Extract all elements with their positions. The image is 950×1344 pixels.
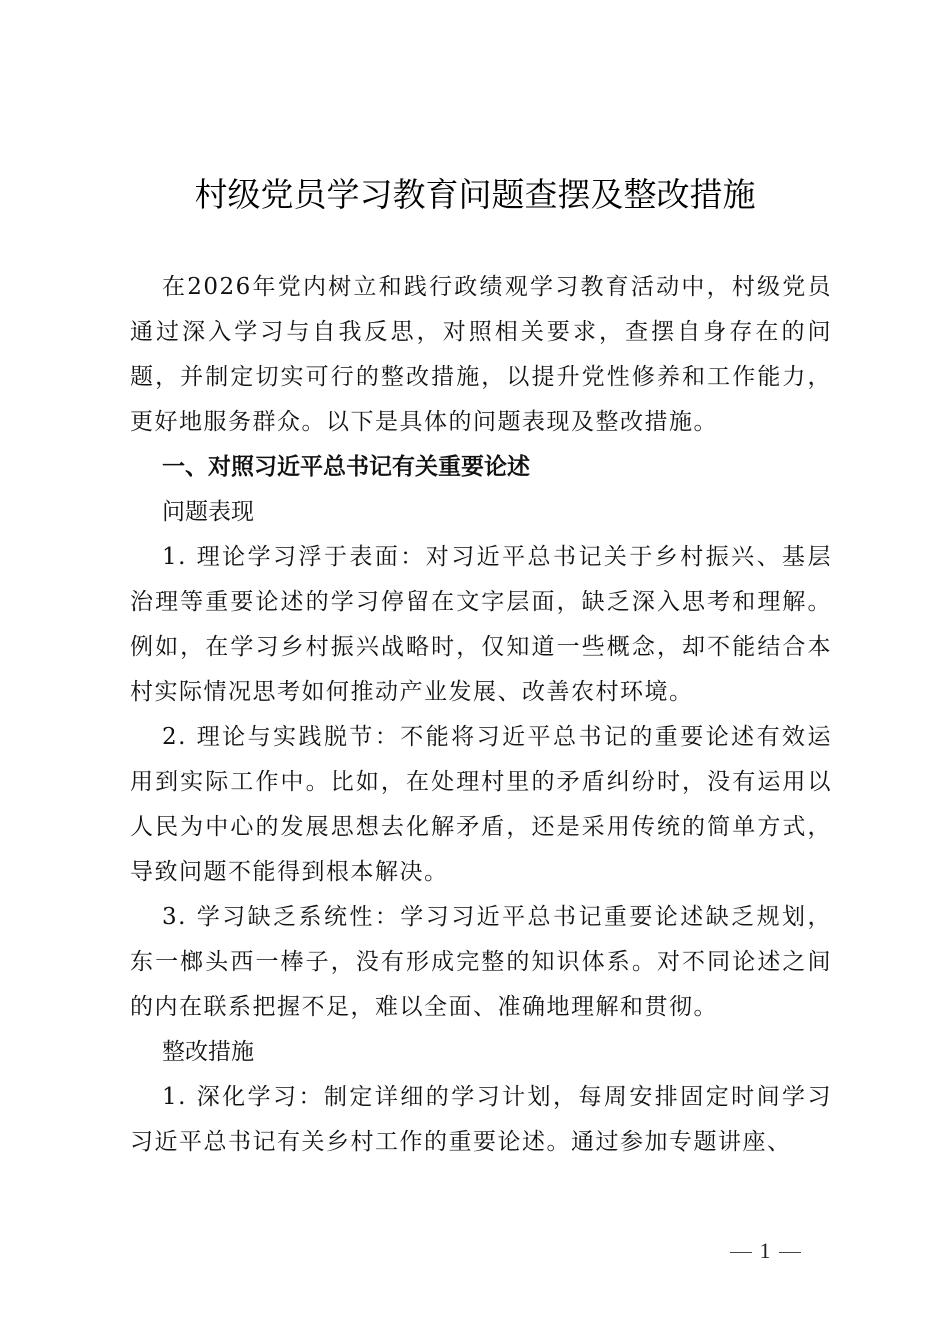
document-body bbox=[130, 265, 832, 1165]
measures-label: 整改措施 bbox=[162, 1039, 254, 1065]
problem-item: 3. 学习缺乏系统性：学习习近平总书记重要论述缺乏规划，东一榔头西一棒子，没有形成完整的知识体系。对不同论述之间的内在联系把握不足，难以全面、准确地理解和贯彻。 bbox=[130, 904, 832, 1020]
problems-label: 问题表现 bbox=[162, 499, 254, 525]
document-title: 村级党员学习教育问题查摆及整改措施 bbox=[194, 175, 756, 214]
problem-item: 2. 理论与实践脱节：不能将习近平总书记的重要论述有效运用到实际工作中。比如，在处理村里的矛盾纠纷时，没有运用以人民为中心的发展思想去化解矛盾，还是采用传统的简单方式，导致问题不能得到根本解决。 bbox=[130, 724, 832, 885]
intro-paragraph: 在2026年党内树立和践行政绩观学习教育活动中，村级党员通过深入学习与自我反思，对照相关要求，查摆自身存在的问题，并制定切实可行的整改措施，以提升党性修养和工作能力，更好地服务群众。以下是具体的问题表现及整改措施。 bbox=[130, 274, 832, 435]
dash-decoration bbox=[779, 1252, 801, 1253]
problem-item: 1. 理论学习浮于表面：对习近平总书记关于乡村振兴、基层治理等重要论述的学习停留在文字层面，缺乏深入思考和理解。例如，在学习乡村振兴战略时，仅知道一些概念，却不能结合本村实际情况思考如何推动产业发展、改善农村环境。 bbox=[130, 544, 832, 705]
dash-decoration bbox=[730, 1252, 752, 1253]
page-footer bbox=[720, 1236, 810, 1266]
section-heading: 一、对照习近平总书记有关重要论述 bbox=[162, 454, 530, 480]
page-number: 1 bbox=[759, 1238, 771, 1263]
measure-item: 1. 深化学习：制定详细的学习计划，每周安排固定时间学习习近平总书记有关乡村工作的重要论述。通过参加专题讲座、 bbox=[130, 1084, 832, 1155]
